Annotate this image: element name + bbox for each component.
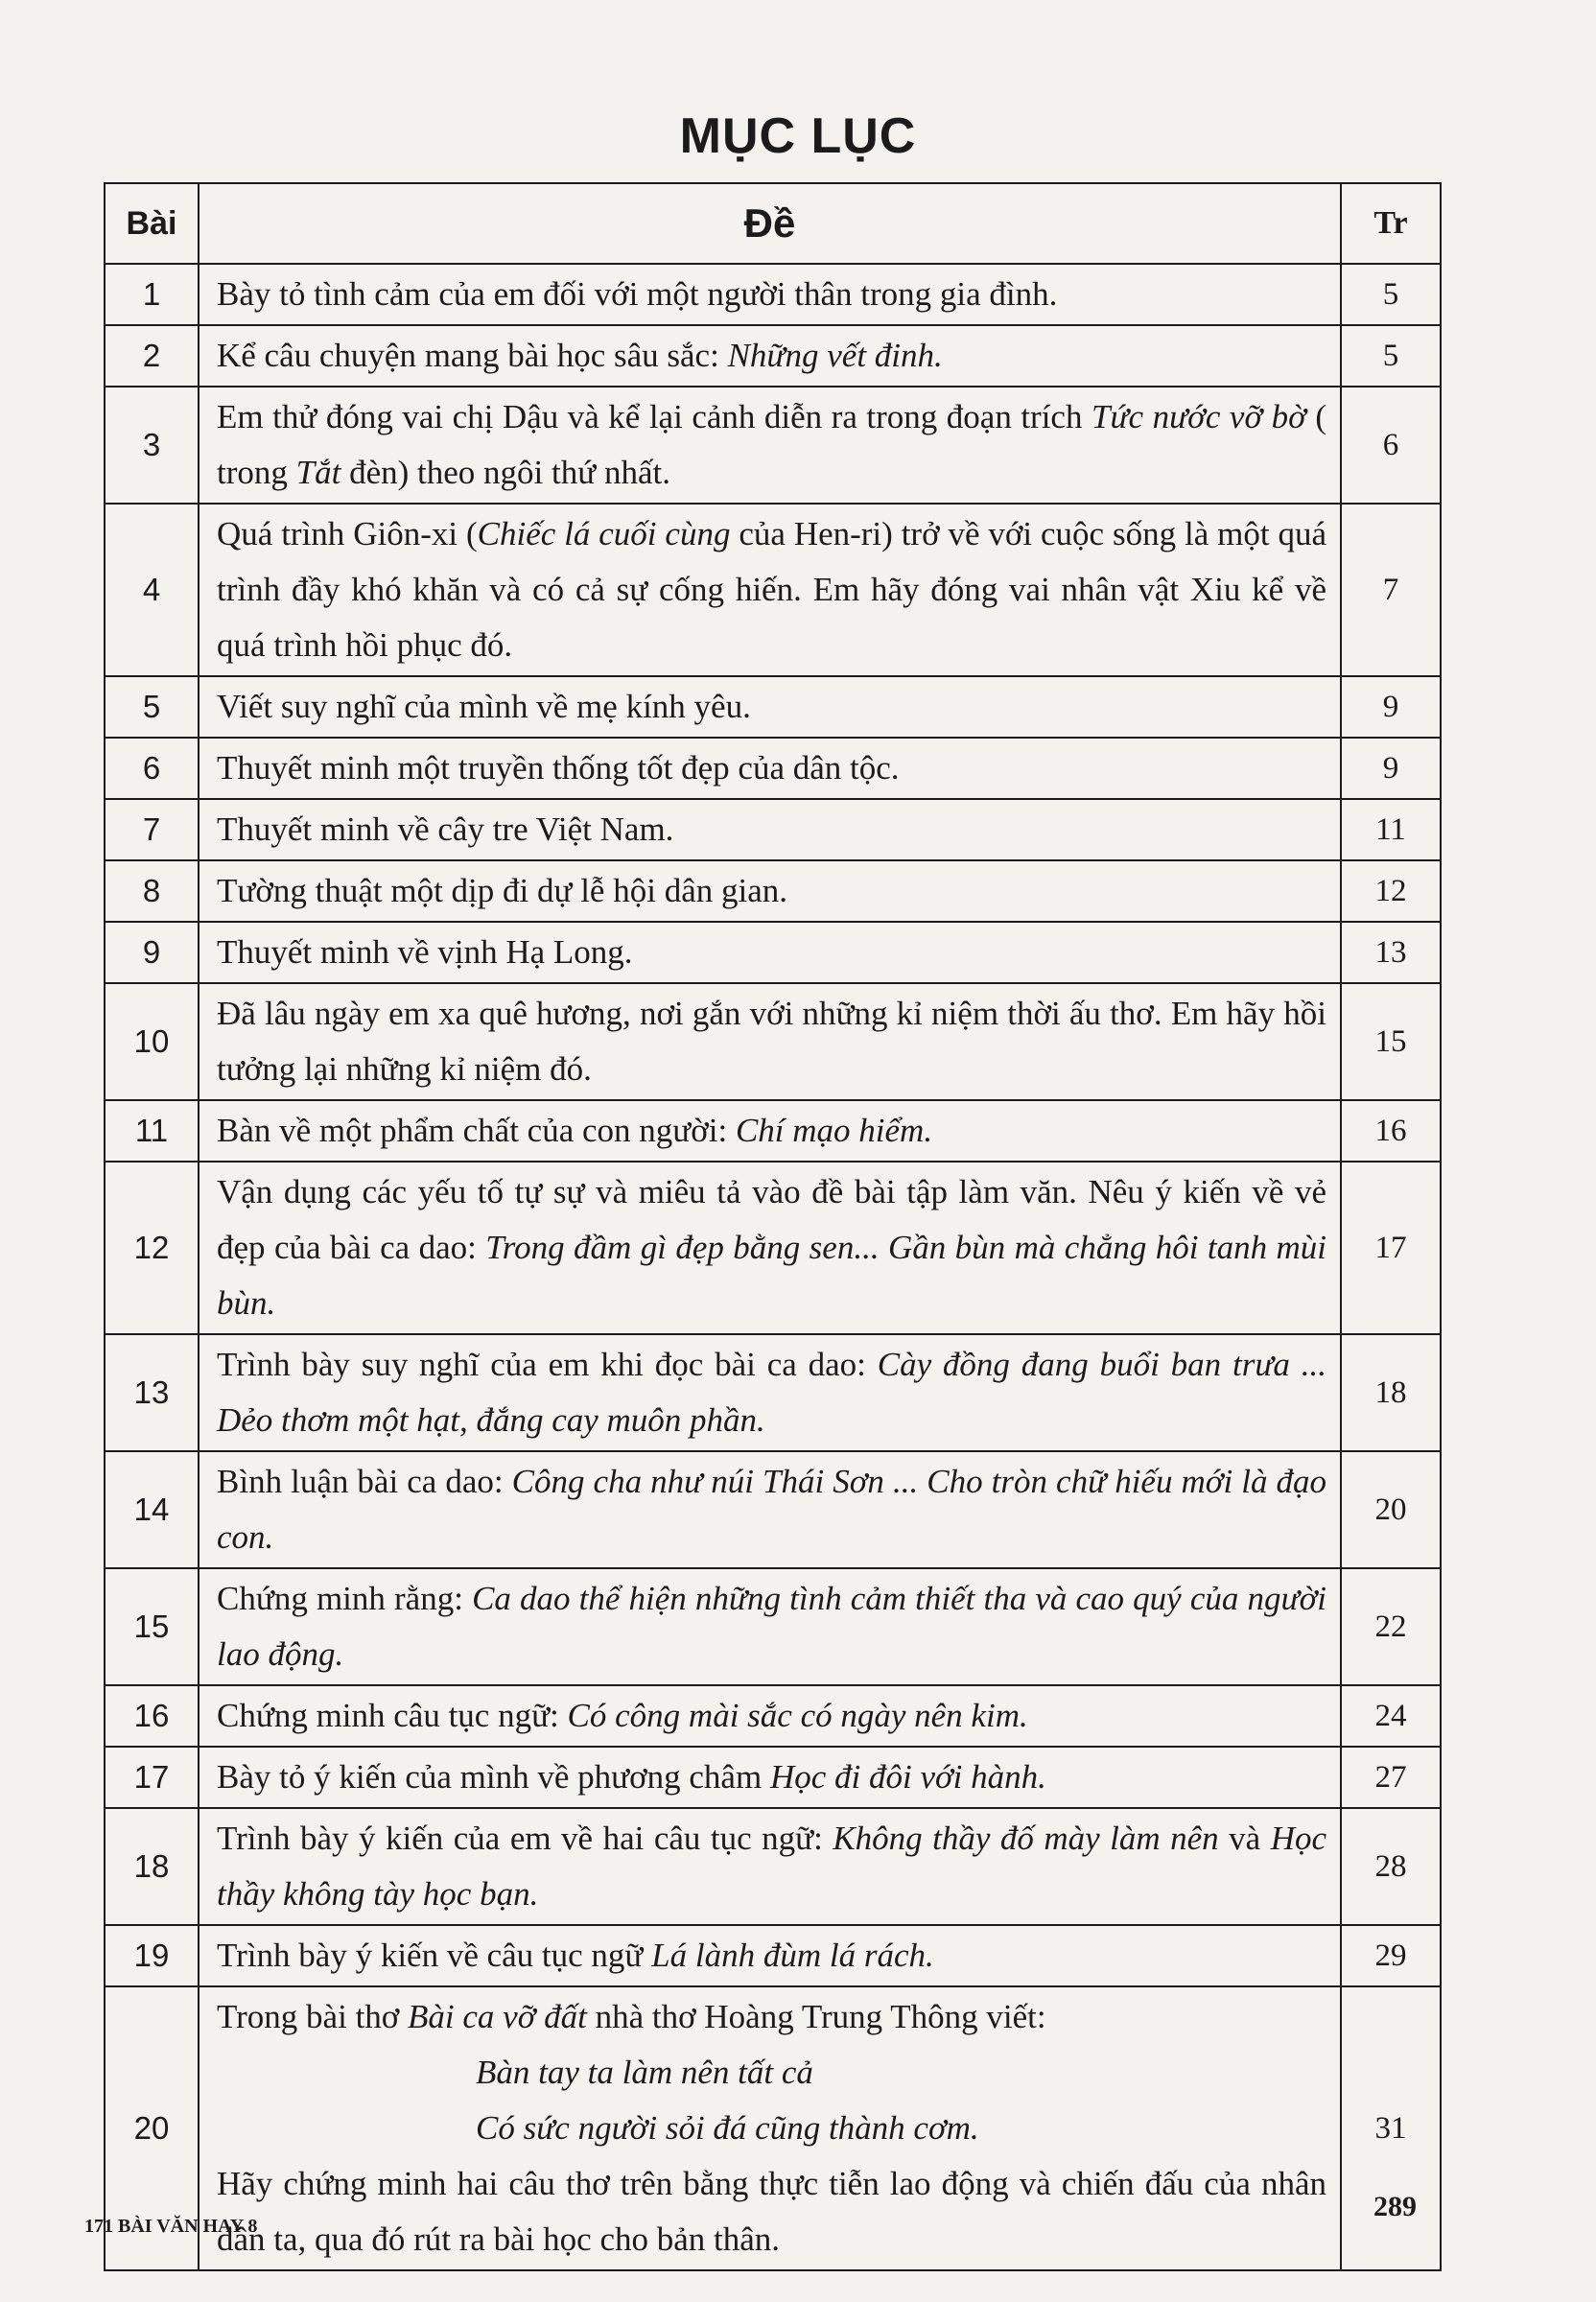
page-ref: 9 <box>1341 676 1441 738</box>
lesson-topic <box>199 1451 1341 1568</box>
lesson-topic <box>199 1568 1341 1685</box>
table-row <box>105 1162 1441 1334</box>
lesson-topic <box>199 1808 1341 1925</box>
lesson-number: 18 <box>105 1808 199 1925</box>
topic-line <box>217 1688 1326 1744</box>
table-header-row <box>105 183 1441 264</box>
page-ref: 5 <box>1341 264 1441 325</box>
italic-quote: Bài ca vỡ đất <box>408 1998 587 2035</box>
lesson-topic <box>199 738 1341 799</box>
lesson-number: 9 <box>105 922 199 983</box>
topic-line <box>217 1811 1326 1922</box>
lesson-topic <box>199 1986 1341 2270</box>
book-title: 171 BÀI VĂN HAY 8 <box>84 2216 258 2237</box>
header-tr: Tr <box>1341 183 1441 264</box>
lesson-topic <box>199 387 1341 504</box>
lesson-number: 1 <box>105 264 199 325</box>
table-row <box>105 1925 1441 1986</box>
topic-text: Chứng minh câu tục ngữ: <box>217 1697 568 1734</box>
table-row <box>105 738 1441 799</box>
poem-verse: Có sức người sỏi đá cũng thành cơm. <box>476 2109 979 2147</box>
italic-quote: Có công mài sắc có ngày nên kim. <box>567 1697 1028 1734</box>
lesson-number: 19 <box>105 1925 199 1986</box>
italic-quote: Học đi đôi với hành. <box>769 1758 1046 1796</box>
page-ref: 11 <box>1341 799 1441 860</box>
table-row <box>105 983 1441 1100</box>
page-ref: 29 <box>1341 1925 1441 1986</box>
lesson-number: 10 <box>105 983 199 1100</box>
topic-line <box>217 1750 1326 1805</box>
page-ref: 20 <box>1341 1451 1441 1568</box>
topic-line <box>217 679 1326 735</box>
table-row <box>105 1747 1441 1808</box>
poem-verse: Bàn tay ta làm nên tất cả <box>476 2054 813 2091</box>
topic-text: Quá trình Giôn-xi ( <box>217 515 478 552</box>
page-ref: 15 <box>1341 983 1441 1100</box>
lesson-topic <box>199 1162 1341 1334</box>
lesson-topic <box>199 860 1341 922</box>
topic-text: Trình bày ý kiến của em về hai câu tục ngữ: <box>217 1820 833 1857</box>
page-ref: 27 <box>1341 1747 1441 1808</box>
topic-line <box>217 740 1326 796</box>
topic-text: Bày tỏ ý kiến của mình về phương châm <box>217 1758 770 1796</box>
topic-line <box>217 389 1326 501</box>
lesson-number: 8 <box>105 860 199 922</box>
topic-line <box>217 328 1326 384</box>
table-row <box>105 325 1441 387</box>
topic-text: của Hen-ri) trở về với cuộc sống là một quá trình đầy khó khăn và có cả sự cống hiến. Em hãy đóng vai nhân vật Xiu kể về quá trình hồi phục đó. <box>217 515 1327 664</box>
lesson-topic <box>199 983 1341 1100</box>
lesson-number: 13 <box>105 1334 199 1451</box>
italic-quote: Tắt <box>295 454 341 491</box>
table-row <box>105 1100 1441 1162</box>
page-ref: 12 <box>1341 860 1441 922</box>
italic-quote: Ca dao thể hiện những tình cảm thiết tha và cao quý của người lao động. <box>217 1580 1326 1673</box>
topic-text: Thuyết minh về cây tre Việt Nam. <box>217 810 674 848</box>
lesson-topic <box>199 504 1341 676</box>
topic-line <box>217 986 1326 1097</box>
lesson-topic <box>199 1334 1341 1451</box>
topic-text: Trình bày ý kiến về câu tục ngữ <box>217 1937 652 1974</box>
page-ref: 22 <box>1341 1568 1441 1685</box>
italic-quote: Cày đồng đang buổi ban trưa ... Dẻo thơm một hạt, đắng cay muôn phần. <box>217 1346 1326 1439</box>
lesson-topic <box>199 799 1341 860</box>
topic-line <box>217 506 1326 673</box>
italic-quote: Tức nước vỡ bờ <box>1091 398 1306 435</box>
lesson-topic <box>199 1100 1341 1162</box>
lesson-number: 16 <box>105 1685 199 1747</box>
topic-text: Viết suy nghĩ của mình về mẹ kính yêu. <box>217 688 751 725</box>
topic-text: Hãy chứng minh hai câu thơ trên bằng thực tiễn lao động và chiến đấu của nhân dân ta, qua đó rút ra bài học cho bản thân. <box>217 2165 1326 2258</box>
lesson-number: 6 <box>105 738 199 799</box>
topic-line <box>217 1571 1326 1682</box>
page-ref: 13 <box>1341 922 1441 983</box>
italic-quote: Học thầy không tày học bạn. <box>217 1820 1326 1913</box>
table-row <box>105 1685 1441 1747</box>
lesson-topic <box>199 1685 1341 1747</box>
topic-text: ( trong <box>217 398 1326 491</box>
page-ref: 6 <box>1341 387 1441 504</box>
topic-text: nhà thơ Hoàng Trung Thông viết: <box>586 1998 1046 2035</box>
lesson-topic <box>199 676 1341 738</box>
topic-line <box>217 1989 1326 2045</box>
table-row <box>105 1334 1441 1451</box>
table-row <box>105 387 1441 504</box>
italic-quote: Lá lành đùm lá rách. <box>651 1937 934 1974</box>
page-ref: 7 <box>1341 504 1441 676</box>
table-row <box>105 1451 1441 1568</box>
topic-line <box>217 1928 1326 1984</box>
page-ref: 17 <box>1341 1162 1441 1334</box>
lesson-number: 12 <box>105 1162 199 1334</box>
lesson-number: 17 <box>105 1747 199 1808</box>
lesson-number: 14 <box>105 1451 199 1568</box>
italic-quote: Công cha như núi Thái Sơn ... Cho tròn chữ hiếu mới là đạo con. <box>217 1463 1326 1556</box>
page-ref: 18 <box>1341 1334 1441 1451</box>
topic-line <box>217 1454 1326 1565</box>
topic-text: Trình bày suy nghĩ của em khi đọc bài ca dao: <box>217 1346 878 1383</box>
italic-quote: Những vết đinh. <box>727 337 943 374</box>
page-number: 289 <box>1373 2191 1417 2222</box>
topic-text: đèn) theo ngôi thứ nhất. <box>340 454 670 491</box>
toc-body <box>105 264 1441 2270</box>
lesson-topic <box>199 1925 1341 1986</box>
lesson-number: 11 <box>105 1100 199 1162</box>
lesson-topic <box>199 264 1341 325</box>
topic-text: Kể câu chuyện mang bài học sâu sắc: <box>217 337 728 374</box>
page-ref: 16 <box>1341 1100 1441 1162</box>
lesson-number: 7 <box>105 799 199 860</box>
topic-line <box>217 802 1326 857</box>
lesson-number: 20 <box>105 1986 199 2270</box>
lesson-number: 4 <box>105 504 199 676</box>
lesson-topic <box>199 922 1341 983</box>
toc-table <box>104 182 1442 2271</box>
italic-quote: Trong đầm gì đẹp bằng sen... Gần bùn mà chẳng hôi tanh mùi bùn. <box>217 1229 1326 1322</box>
topic-line <box>217 925 1326 980</box>
topic-text: Bàn về một phẩm chất của con người: <box>217 1112 736 1149</box>
topic-text: Thuyết minh về vịnh Hạ Long. <box>217 933 633 971</box>
table-row <box>105 922 1441 983</box>
table-row <box>105 264 1441 325</box>
page-ref: 5 <box>1341 325 1441 387</box>
italic-quote: Không thầy đố mày làm nên <box>833 1820 1219 1857</box>
page-ref: 24 <box>1341 1685 1441 1747</box>
table-row <box>105 676 1441 738</box>
topic-text: Bình luận bài ca dao: <box>217 1463 512 1500</box>
topic-text: và <box>1218 1820 1271 1857</box>
table-row <box>105 799 1441 860</box>
page-ref: 28 <box>1341 1808 1441 1925</box>
italic-quote: Chí mạo hiểm. <box>735 1112 933 1149</box>
header-bai: Bài <box>105 183 199 264</box>
topic-line <box>217 2156 1326 2267</box>
lesson-number: 3 <box>105 387 199 504</box>
lesson-number: 2 <box>105 325 199 387</box>
topic-text: Thuyết minh một truyền thống tốt đẹp của dân tộc. <box>217 749 900 787</box>
lesson-topic <box>199 1747 1341 1808</box>
table-row <box>105 504 1441 676</box>
topic-text: Đã lâu ngày em xa quê hương, nơi gắn với những kỉ niệm thời ấu thơ. Em hãy hồi tưởng lại những kỉ niệm đó. <box>217 995 1326 1088</box>
lesson-topic <box>199 325 1341 387</box>
topic-line <box>217 267 1326 322</box>
header-de: Đề <box>199 183 1341 264</box>
topic-text: Trong bài thơ <box>217 1998 409 2035</box>
topic-line <box>217 1164 1326 1331</box>
topic-text: Chứng minh rằng: <box>217 1580 473 1617</box>
italic-quote: Chiếc lá cuối cùng <box>477 515 731 552</box>
table-row <box>105 1808 1441 1925</box>
topic-text: Vận dụng các yếu tố tự sự và miêu tả vào đề bài tập làm văn. Nêu ý kiến về vẻ đẹp của bài ca dao: <box>217 1173 1326 1266</box>
topic-text: Bày tỏ tình cảm của em đối với một người thân trong gia đình. <box>217 275 1058 313</box>
topic-text: Tường thuật một dịp đi dự lễ hội dân gian. <box>217 872 787 909</box>
lesson-number: 15 <box>105 1568 199 1685</box>
topic-text: Em thử đóng vai chị Dậu và kể lại cảnh diễn ra trong đoạn trích <box>217 398 1091 435</box>
lesson-number: 5 <box>105 676 199 738</box>
table-row <box>105 860 1441 922</box>
page-ref: 9 <box>1341 738 1441 799</box>
page-ref: 31 <box>1341 1986 1441 2270</box>
table-row <box>105 1986 1441 2270</box>
topic-line <box>217 1103 1326 1159</box>
topic-line <box>217 1337 1326 1448</box>
table-row <box>105 1568 1441 1685</box>
topic-line <box>217 863 1326 919</box>
page-title: MỤC LỤC <box>679 108 917 164</box>
